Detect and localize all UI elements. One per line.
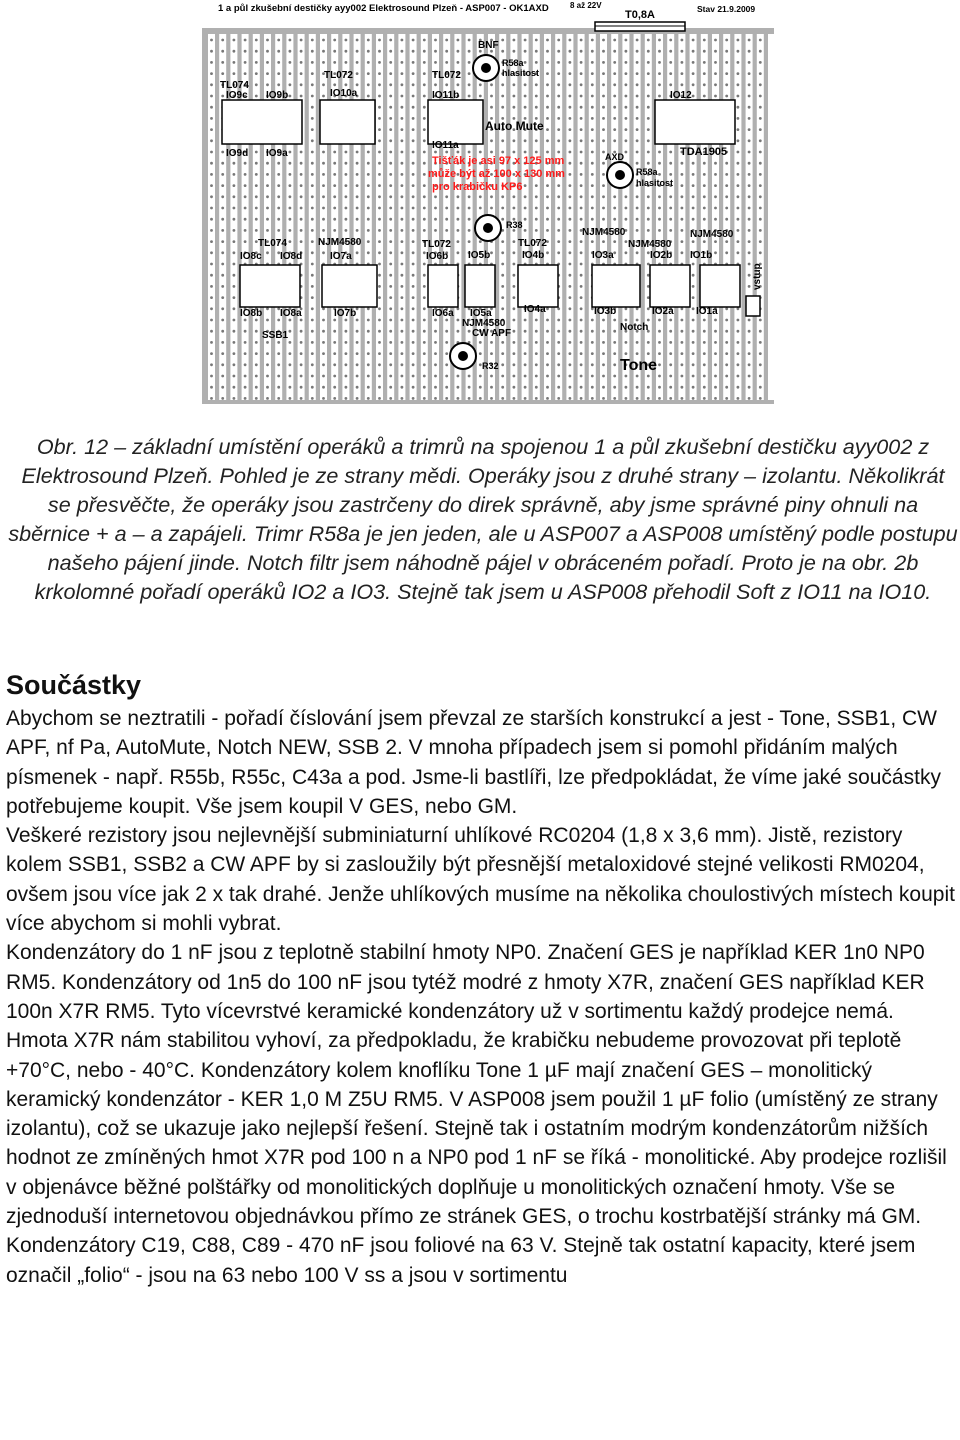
- opamp-io12: [655, 100, 735, 144]
- paragraph: Kondenzátory do 1 nF jsou z teplotně stabilní hmoty NP0. Značení GES je například KER 1n0 NP0 RM5. Kondenzátory od 1n5 do 100 nF jsou tytéž modré z hmoty X7R, značení GES například KER 100n X7R RM5. Tyto vícevrstvé keramické kondenzátory už v sortimentu každý prodejce nemá. Hmota X7R nám stabilitou vyhoví, za předpokladu, že krabičku nebudeme provozovat při teplotě +70°C, nebo - 40°C. Kondenzátory kolem knoflíku Tone 1 µF mají značení GES – monolitický keramický kondenzátor - KER 1,0 M Z5U RM5. V ASP008 jsem použil 1 µF folio (umístěný ze strany izolantu), což se ukazuje jako nejlepší řešení. Stejně tak i ostatním modrým kondenzátorům nižších hodnot ze zmíněných hmot X7R pod 100 n a NP0 pod 1 nF se říká - monolitické. Aby prodejce rozlišil v objenávce běžné polštářky od monolitických doplňuje u monolitických označení hmoty. Vše se zjednoduší internetovou objednávkou přímo ze stránek GES, o trochu kostrbatější stránky má GM.: [6, 941, 947, 1229]
- label-io4b: IO4b: [522, 250, 545, 261]
- label-io8b: IO8b: [240, 308, 263, 319]
- label-hlasitost-top: hlasitost: [502, 68, 540, 78]
- label-io12: IO12: [670, 90, 692, 101]
- label-r58a-mid: R58a: [636, 167, 658, 177]
- label-io7b: IO7b: [334, 308, 357, 319]
- opamp-io5: [465, 265, 495, 307]
- pcb-diagram: [200, 0, 776, 406]
- label-tl074-a: TL074: [220, 80, 249, 91]
- label-axd: AXD: [605, 152, 625, 162]
- opamp-io1: [700, 265, 740, 307]
- label-ssb1: SSB1: [262, 330, 289, 341]
- label-io10a: IO10a: [330, 88, 358, 99]
- section-heading: Součástky: [6, 670, 142, 700]
- note-line-3: pro krabičku KP6: [432, 181, 523, 193]
- label-vstup: vstup: [752, 263, 763, 290]
- label-tl072-b: TL072: [432, 70, 461, 81]
- label-io9c: IO9c: [226, 90, 248, 101]
- trimmer-r58a-top: [473, 55, 499, 81]
- label-io3b: IO3b: [594, 306, 617, 317]
- opamp-io3: [592, 265, 640, 307]
- opamp-io4: [518, 265, 558, 307]
- label-io3a: IO3a: [592, 250, 614, 261]
- label-io1b: IO1b: [690, 250, 713, 261]
- label-io2b: IO2b: [650, 250, 673, 261]
- label-cw-apf: CW APF: [472, 328, 512, 339]
- label-io9d: IO9d: [226, 148, 249, 159]
- label-io7a: IO7a: [330, 251, 352, 262]
- paragraph: Veškeré rezistory jsou nejlevnější subminiaturní uhlíkové RC0204 (1,8 x 3,6 mm). Jistě, rezistory kolem SSB1, SSB2 a CW APF by si zasloužily být přesnější metaloxidové stejné velikosti RM0204, ovšem jsou více jak 2 x tak drahé. Jenže uhlíkových musíme na několika choulostivých místech koupit více abychom si mohli vybrat.: [6, 824, 955, 936]
- label-io1a: IO1a: [696, 306, 718, 317]
- label-io5a: IO5a: [470, 308, 492, 319]
- label-tl074-b: TL074: [258, 238, 287, 249]
- label-njm4580-b: NJM4580: [582, 227, 626, 238]
- section-body: [6, 704, 958, 1290]
- paragraph: Kondenzátory C19, C88, C89 - 470 nF jsou foliové na 63 V. Stejně tak ostatní kapacity, které jsem označil „folio“ - jsou na 63 nebo 100 V ss a jsou v sortimentu: [6, 1234, 916, 1287]
- label-io11b: IO11b: [432, 90, 460, 101]
- label-io8c: IO8c: [240, 251, 262, 262]
- label-io6a: IO6a: [432, 308, 454, 319]
- pcb-layout-figure: [200, 0, 776, 406]
- label-tda1905: TDA1905: [680, 146, 728, 158]
- label-njm4580-c: NJM4580: [628, 239, 672, 250]
- label-tl072-a: TL072: [324, 70, 353, 81]
- date-label: Stav 21.9.2009: [697, 4, 756, 14]
- label-auto-mute: Auto Mute: [485, 119, 544, 133]
- opamp-io2: [650, 265, 690, 307]
- label-io8d: IO8d: [280, 251, 303, 262]
- label-tl072-c: TL072: [422, 239, 451, 250]
- label-njm4580-e: NJM4580: [462, 318, 506, 329]
- label-tl072-d: TL072: [518, 238, 547, 249]
- note-line-2: může být až 100 x 130 mm: [428, 168, 565, 180]
- trimmer-r58a-mid: [607, 162, 633, 188]
- opamp-io7: [322, 265, 377, 307]
- label-io8a: IO8a: [280, 308, 302, 319]
- label-tone: Tone: [620, 357, 658, 374]
- paragraph: Abychom se neztratili - pořadí číslování jsem převzal ze starších konstrukcí a jest - Tone, SSB1, CW APF, nf Pa, AutoMute, Notch NEW, SSB 2. V mnoha případech jsem si pomohl přidáním malých písmenek - např. R55b, R55c, C43a a pod. Jsme-li bastlíři, lze předpokládat, že víme jaké součástky potřebujeme koupit. Vše jsem koupil V GES, nebo GM.: [6, 707, 941, 818]
- label-io2a: IO2a: [652, 306, 674, 317]
- label-hlasitost-mid: hlasitost: [636, 178, 674, 188]
- label-io4a: IO4a: [524, 304, 546, 315]
- label-bnf: BNF: [478, 40, 499, 51]
- fuse-label: T0,8A: [625, 9, 655, 21]
- label-njm4580-d: NJM4580: [690, 229, 734, 240]
- label-r58a-top: R58a: [502, 58, 524, 68]
- board-header-text: 1 a půl zkušební destičky ayy002 Elektrosound Plzeň - ASP007 - OK1AXD: [218, 3, 549, 14]
- note-line-1: Tišťák je asi 97 x 125 mm: [432, 155, 565, 167]
- label-notch: Notch: [620, 322, 649, 333]
- trimmer-r32: [450, 343, 476, 369]
- opamp-io10: [320, 100, 375, 144]
- figure-caption: Obr. 12 – základní umístění operáků a trimrů na spojenou 1 a půl zkušební destičku ayy002 z Elektrosound Plzeň. Pohled je ze strany mědi. Operáky jsou z druhé strany – izolantu. Několikrát se přesvěčte, že operáky jsou zastrčeny do direk správně, aby jsme správné piny ohnuli na sběrnice + a – a zapájeli. Trimr R58a je jen jeden, ale u ASP007 a ASP008 umístěný podle postupu našeho pájení jinde. Notch filtr jsem náhodně pájel v obráceném pořadí. Proto je na obr. 2b krkolomné pořadí operáků IO2 a IO3. Stejně tak jsem u ASP008 přehodil Soft z IO11 na IO10.: [8, 434, 958, 604]
- opamp-io8: [240, 265, 300, 307]
- input-connector: [746, 296, 760, 316]
- trimmer-r38: [475, 215, 501, 241]
- supply-voltage-label: 8 až 22V: [570, 1, 602, 10]
- label-io6b: IO6b: [426, 251, 449, 262]
- label-io5b: IO5b: [468, 250, 491, 261]
- opamp-io9: [222, 100, 302, 144]
- label-r32: R32: [482, 361, 499, 371]
- label-io9a: IO9a: [266, 148, 288, 159]
- label-njm4580-a: NJM4580: [318, 237, 362, 248]
- label-io11a: IO11a: [432, 140, 459, 151]
- label-io9b: IO9b: [266, 90, 289, 101]
- opamp-io6: [428, 265, 458, 307]
- label-r38: R38: [506, 220, 523, 230]
- opamp-io11: [428, 100, 483, 144]
